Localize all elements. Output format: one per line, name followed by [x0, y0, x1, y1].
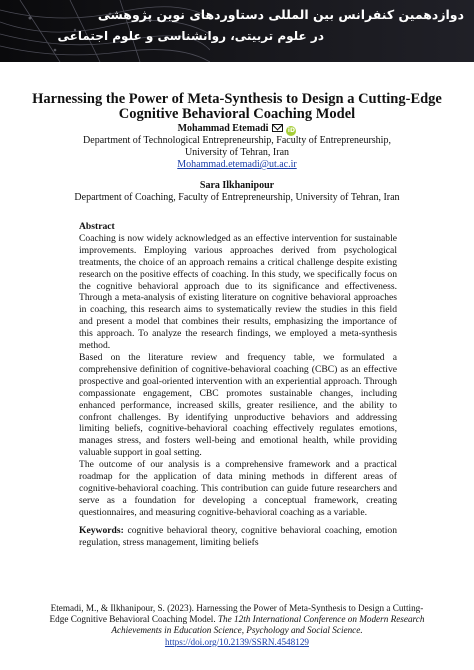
- keywords: [79, 525, 397, 549]
- author-1-email-link[interactable]: Mohammad.etemadi@ut.ac.ir: [177, 159, 297, 170]
- banner-title-line-2: در علوم تربیتی، روانشناسی و علوم اجتماعی: [57, 29, 324, 43]
- orcid-icon: iD: [287, 127, 295, 134]
- author-1-affiliation-2: University of Tehran, Iran: [184, 147, 290, 158]
- abstract-paragraph: Coaching is now widely acknowledged as an effective intervention for sustainable improvements. Employing various approaches derived from psychological treatments, the choice of an approach remains a critical challenge despite existing research on the positive effects of coaching. In this study, we specifically focus on the cognitive behavioral approach due to its significance and effectiveness. Through a meta-analysis of existing literature on cognitive behavioral approaches in coaching, this research aims to systematically review the studies in this field and present a model that combines their results, emphasizing the importance of this approach. To analyze the research findings, we employed a meta-synthesis method.: [79, 232, 397, 352]
- conference-banner: [0, 0, 474, 62]
- keywords-label: Keywords:: [79, 524, 124, 536]
- author-2-affiliation: Department of Coaching, Faculty of Entrepreneurship, University of Tehran, Iran: [74, 192, 400, 203]
- abstract-section: [79, 221, 397, 548]
- paper-title: Harnessing the Power of Meta-Synthesis to Design a Cutting-Edge Cognitive Behavioral Coaching Model: [32, 91, 442, 122]
- doi-link[interactable]: https://doi.org/10.2139/SSRN.4548129: [164, 636, 310, 647]
- author-1-name: Mohammad Etemadi: [177, 123, 269, 134]
- abstract-paragraph: The outcome of our analysis is a comprehensive framework and a practical roadmap for the application of data mining methods in different areas of cognitive-behavioral coaching. This contribution can guide future researchers and serve as a foundation for developing a conceptual framework, creating questionnaires, and measuring cognitive-behavioral coaching as a variable.: [79, 459, 397, 518]
- abstract-heading: Abstract: [79, 221, 115, 232]
- citation-block: [45, 603, 429, 648]
- author-2-name: Sara Ilkhanipour: [199, 180, 275, 191]
- envelope-icon: [272, 124, 283, 132]
- keywords-list: cognitive behavioral theory, cognitive behavioral coaching, emotion regulation, stress management, limiting beliefs: [79, 524, 397, 548]
- banner-title-line-1: دوازدهمین کنفرانس بین المللی دستاوردهای نوین پژوهشی: [97, 7, 464, 22]
- author-1-affiliation: Department of Technological Entrepreneurship, Faculty of Entrepreneurship,: [83, 135, 391, 146]
- citation-conference: The 12th International Conference on Modern Research Achievements in Education Science, Psychology and Social Science.: [111, 614, 425, 636]
- abstract-paragraph: Based on the literature review and frequency table, we formulated a comprehensive definition of cognitive-behavioral coaching (CBC) as an effective prospective and goal-oriented intervention with an experiential approach. Through compassionate engagement, CBC promotes sustainable changes, including enhanced performance, increased skills, greater resilience, and the ability to confront challenges. By identifying unproductive behaviors and addressing limiting beliefs, cognitive-behavioral coaching effectively regulates emotions, manages stress, and fosters well-being and emotional health, while providing valuable support in goal setting.: [79, 351, 397, 459]
- citation-text: Etemadi, M., & Ilkhanipour, S. (2023). Harnessing the Power of Meta-Synthesis to Design a Cutting-Edge Cognitive Behavioral Coaching Model.: [49, 603, 424, 625]
